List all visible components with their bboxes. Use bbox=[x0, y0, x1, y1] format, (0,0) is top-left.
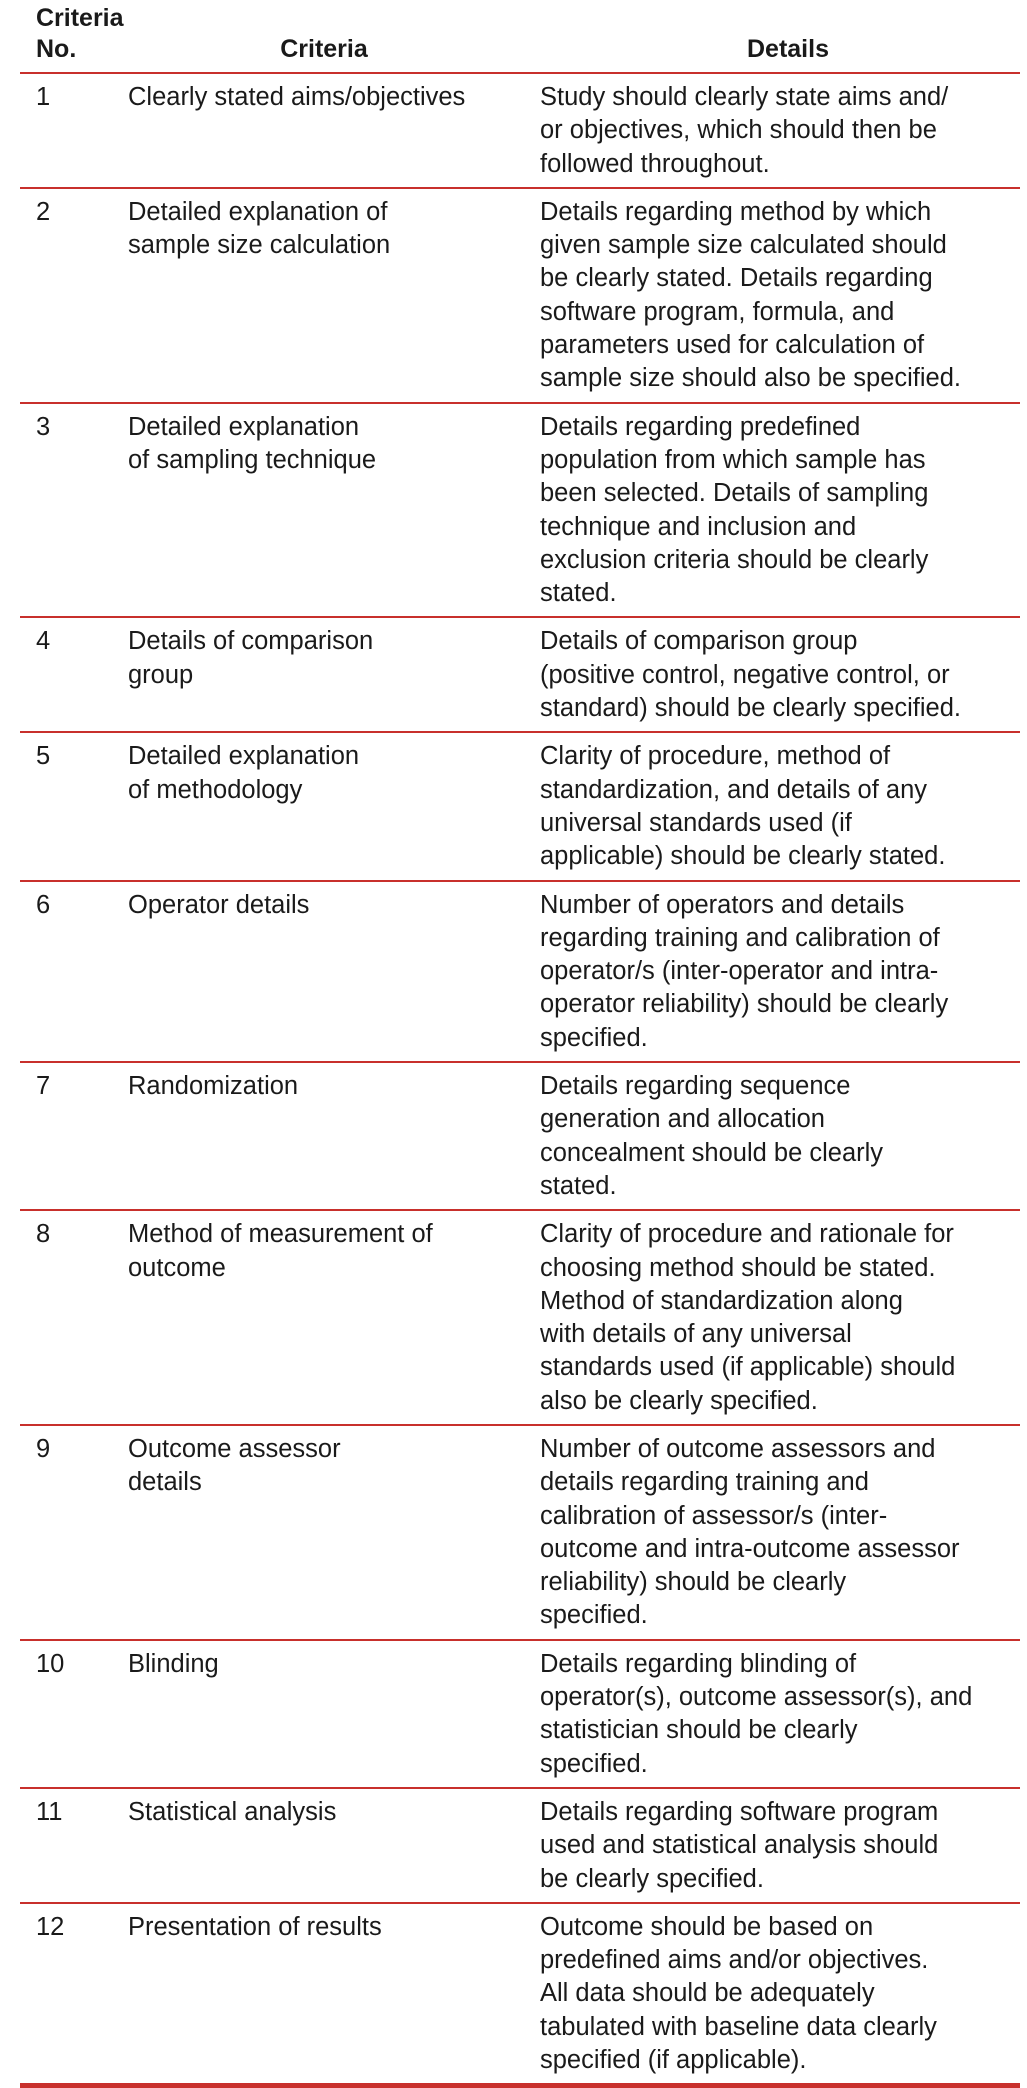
criteria-cell bbox=[128, 1070, 540, 1103]
criteria-number: 11 bbox=[36, 1797, 63, 1826]
criteria-cell bbox=[128, 1218, 540, 1285]
criteria-line: Operator details bbox=[128, 890, 310, 919]
details-line: predefined aims and/or objectives. bbox=[540, 1946, 929, 1975]
criteria-cell bbox=[128, 1648, 540, 1681]
details-line: technique and inclusion and bbox=[540, 512, 857, 541]
details-line: standardization, and details of any bbox=[540, 775, 928, 804]
details-line: Study should clearly state aims and/ bbox=[540, 83, 949, 111]
criteria-cell bbox=[128, 81, 540, 114]
table-row bbox=[20, 1211, 1020, 1426]
details-line: Outcome should be based on bbox=[540, 1912, 874, 1941]
criteria-cell bbox=[128, 1433, 540, 1500]
details-line: specified. bbox=[540, 1023, 648, 1052]
details-line: stated. bbox=[540, 579, 617, 608]
table-row bbox=[20, 618, 1020, 733]
table-header bbox=[20, 0, 1020, 74]
criteria-line: Detailed explanation of bbox=[128, 197, 388, 226]
details-line: or objectives, which should then be bbox=[540, 116, 937, 145]
criteria-line: Method of measurement of bbox=[128, 1220, 433, 1249]
criteria-line: Clearly stated aims/objectives bbox=[128, 83, 466, 111]
details-line: standards used (if applicable) should bbox=[540, 1353, 956, 1382]
details-cell bbox=[540, 1433, 1020, 1633]
criteria-number: 1 bbox=[36, 83, 51, 111]
details-line: Details regarding method by which bbox=[540, 197, 932, 226]
table-row bbox=[20, 1641, 1020, 1789]
criteria-line: outcome bbox=[128, 1253, 226, 1282]
details-line: choosing method should be stated. bbox=[540, 1253, 936, 1282]
details-cell bbox=[540, 81, 1020, 181]
criteria-cell bbox=[128, 889, 540, 922]
details-line: Clarity of procedure and rationale for bbox=[540, 1220, 954, 1249]
details-line: statistician should be clearly bbox=[540, 1716, 858, 1745]
details-line: concealment should be clearly bbox=[540, 1138, 884, 1167]
details-line: tabulated with baseline data clearly bbox=[540, 2012, 937, 2041]
table-row bbox=[20, 1426, 1020, 1641]
criteria-line: Randomization bbox=[128, 1072, 299, 1101]
details-line: Details regarding sequence bbox=[540, 1072, 851, 1101]
details-line: software program, formula, and bbox=[540, 297, 895, 326]
table-body bbox=[20, 74, 1020, 2088]
details-line: also be clearly specified. bbox=[540, 1386, 818, 1415]
criteria-number: 5 bbox=[36, 742, 51, 771]
details-line: regarding training and calibration of bbox=[540, 923, 940, 952]
details-line: parameters used for calculation of bbox=[540, 331, 925, 360]
details-line: standard) should be clearly specified. bbox=[540, 694, 961, 723]
details-line: Details regarding software program bbox=[540, 1797, 939, 1826]
table-row bbox=[20, 1904, 1020, 2088]
details-line: sample size should also be specified. bbox=[540, 364, 961, 393]
criteria-line: details bbox=[128, 1468, 202, 1497]
table-row bbox=[20, 1063, 1020, 1211]
criteria-cell bbox=[128, 1796, 540, 1829]
table-row bbox=[20, 189, 1020, 404]
details-line: Details of comparison group bbox=[540, 627, 858, 656]
header-criteria: Criteria bbox=[280, 35, 368, 63]
criteria-line: Presentation of results bbox=[128, 1912, 382, 1941]
details-line: used and statistical analysis should bbox=[540, 1831, 939, 1860]
details-line: All data should be adequately bbox=[540, 1979, 875, 2008]
criteria-table bbox=[20, 0, 1020, 2088]
criteria-number: 12 bbox=[36, 1912, 65, 1941]
table-row bbox=[20, 882, 1020, 1063]
criteria-cell bbox=[128, 1911, 540, 1944]
criteria-line: Statistical analysis bbox=[128, 1797, 337, 1826]
details-line: applicable) should be clearly stated. bbox=[540, 842, 946, 871]
details-line: Details regarding blinding of bbox=[540, 1649, 857, 1678]
details-cell bbox=[540, 625, 1020, 725]
header-criteria-no-line2: No. bbox=[36, 35, 77, 63]
details-line: generation and allocation bbox=[540, 1105, 825, 1134]
details-line: Method of standardization along bbox=[540, 1286, 903, 1315]
details-line: be clearly specified. bbox=[540, 1864, 764, 1893]
details-cell bbox=[540, 1648, 1020, 1781]
criteria-number: 6 bbox=[36, 890, 51, 919]
details-line: exclusion criteria should be clearly bbox=[540, 545, 929, 574]
criteria-line: Outcome assessor bbox=[128, 1434, 341, 1463]
criteria-line: of methodology bbox=[128, 775, 303, 804]
table-row bbox=[20, 404, 1020, 619]
details-line: operator(s), outcome assessor(s), and bbox=[540, 1683, 973, 1712]
details-line: calibration of assessor/s (inter- bbox=[540, 1501, 888, 1530]
details-line: with details of any universal bbox=[540, 1320, 852, 1349]
criteria-number: 9 bbox=[36, 1434, 51, 1463]
details-line: Clarity of procedure, method of bbox=[540, 742, 891, 771]
criteria-number: 10 bbox=[36, 1649, 65, 1678]
criteria-line: Detailed explanation bbox=[128, 412, 360, 441]
details-line: (positive control, negative control, or bbox=[540, 660, 950, 689]
details-cell bbox=[540, 411, 1020, 611]
details-line: Details regarding predefined bbox=[540, 412, 861, 441]
details-cell bbox=[540, 1218, 1020, 1418]
details-line: given sample size calculated should bbox=[540, 231, 947, 260]
details-cell bbox=[540, 740, 1020, 873]
header-criteria-no-line1: Criteria bbox=[36, 4, 124, 32]
details-line: followed throughout. bbox=[540, 149, 770, 178]
criteria-number: 8 bbox=[36, 1220, 51, 1249]
details-line: specified (if applicable). bbox=[540, 2046, 807, 2075]
details-line: Number of outcome assessors and bbox=[540, 1434, 936, 1463]
details-line: stated. bbox=[540, 1171, 617, 1200]
criteria-number: 3 bbox=[36, 412, 51, 441]
criteria-number: 4 bbox=[36, 627, 51, 656]
criteria-cell bbox=[128, 411, 540, 478]
details-line: population from which sample has bbox=[540, 445, 926, 474]
header-criteria-no bbox=[36, 3, 156, 65]
table-row bbox=[20, 1789, 1020, 1904]
criteria-number: 7 bbox=[36, 1072, 51, 1101]
criteria-cell bbox=[128, 740, 540, 807]
details-line: details regarding training and bbox=[540, 1468, 869, 1497]
details-cell bbox=[540, 889, 1020, 1055]
details-cell bbox=[540, 1796, 1020, 1896]
criteria-number: 2 bbox=[36, 197, 51, 226]
details-line: reliability) should be clearly bbox=[540, 1568, 847, 1597]
details-cell bbox=[540, 196, 1020, 396]
details-line: outcome and intra-outcome assessor bbox=[540, 1534, 960, 1563]
header-details: Details bbox=[747, 35, 829, 63]
details-line: be clearly stated. Details regarding bbox=[540, 264, 933, 293]
criteria-line: Detailed explanation bbox=[128, 742, 360, 771]
criteria-cell bbox=[128, 196, 540, 263]
details-line: operator reliability) should be clearly bbox=[540, 990, 949, 1019]
details-line: Number of operators and details bbox=[540, 890, 905, 919]
criteria-line: of sampling technique bbox=[128, 445, 377, 474]
criteria-line: group bbox=[128, 660, 194, 689]
criteria-line: Blinding bbox=[128, 1649, 219, 1678]
details-line: operator/s (inter-operator and intra- bbox=[540, 957, 939, 986]
details-line: specified. bbox=[540, 1601, 648, 1630]
details-line: universal standards used (if bbox=[540, 808, 852, 837]
details-cell bbox=[540, 1911, 1020, 2077]
details-line: specified. bbox=[540, 1749, 648, 1778]
criteria-line: sample size calculation bbox=[128, 231, 391, 260]
details-line: been selected. Details of sampling bbox=[540, 479, 929, 508]
table-row bbox=[20, 733, 1020, 881]
criteria-line: Details of comparison bbox=[128, 627, 374, 656]
details-cell bbox=[540, 1070, 1020, 1203]
table-row bbox=[20, 74, 1020, 189]
criteria-cell bbox=[128, 625, 540, 692]
